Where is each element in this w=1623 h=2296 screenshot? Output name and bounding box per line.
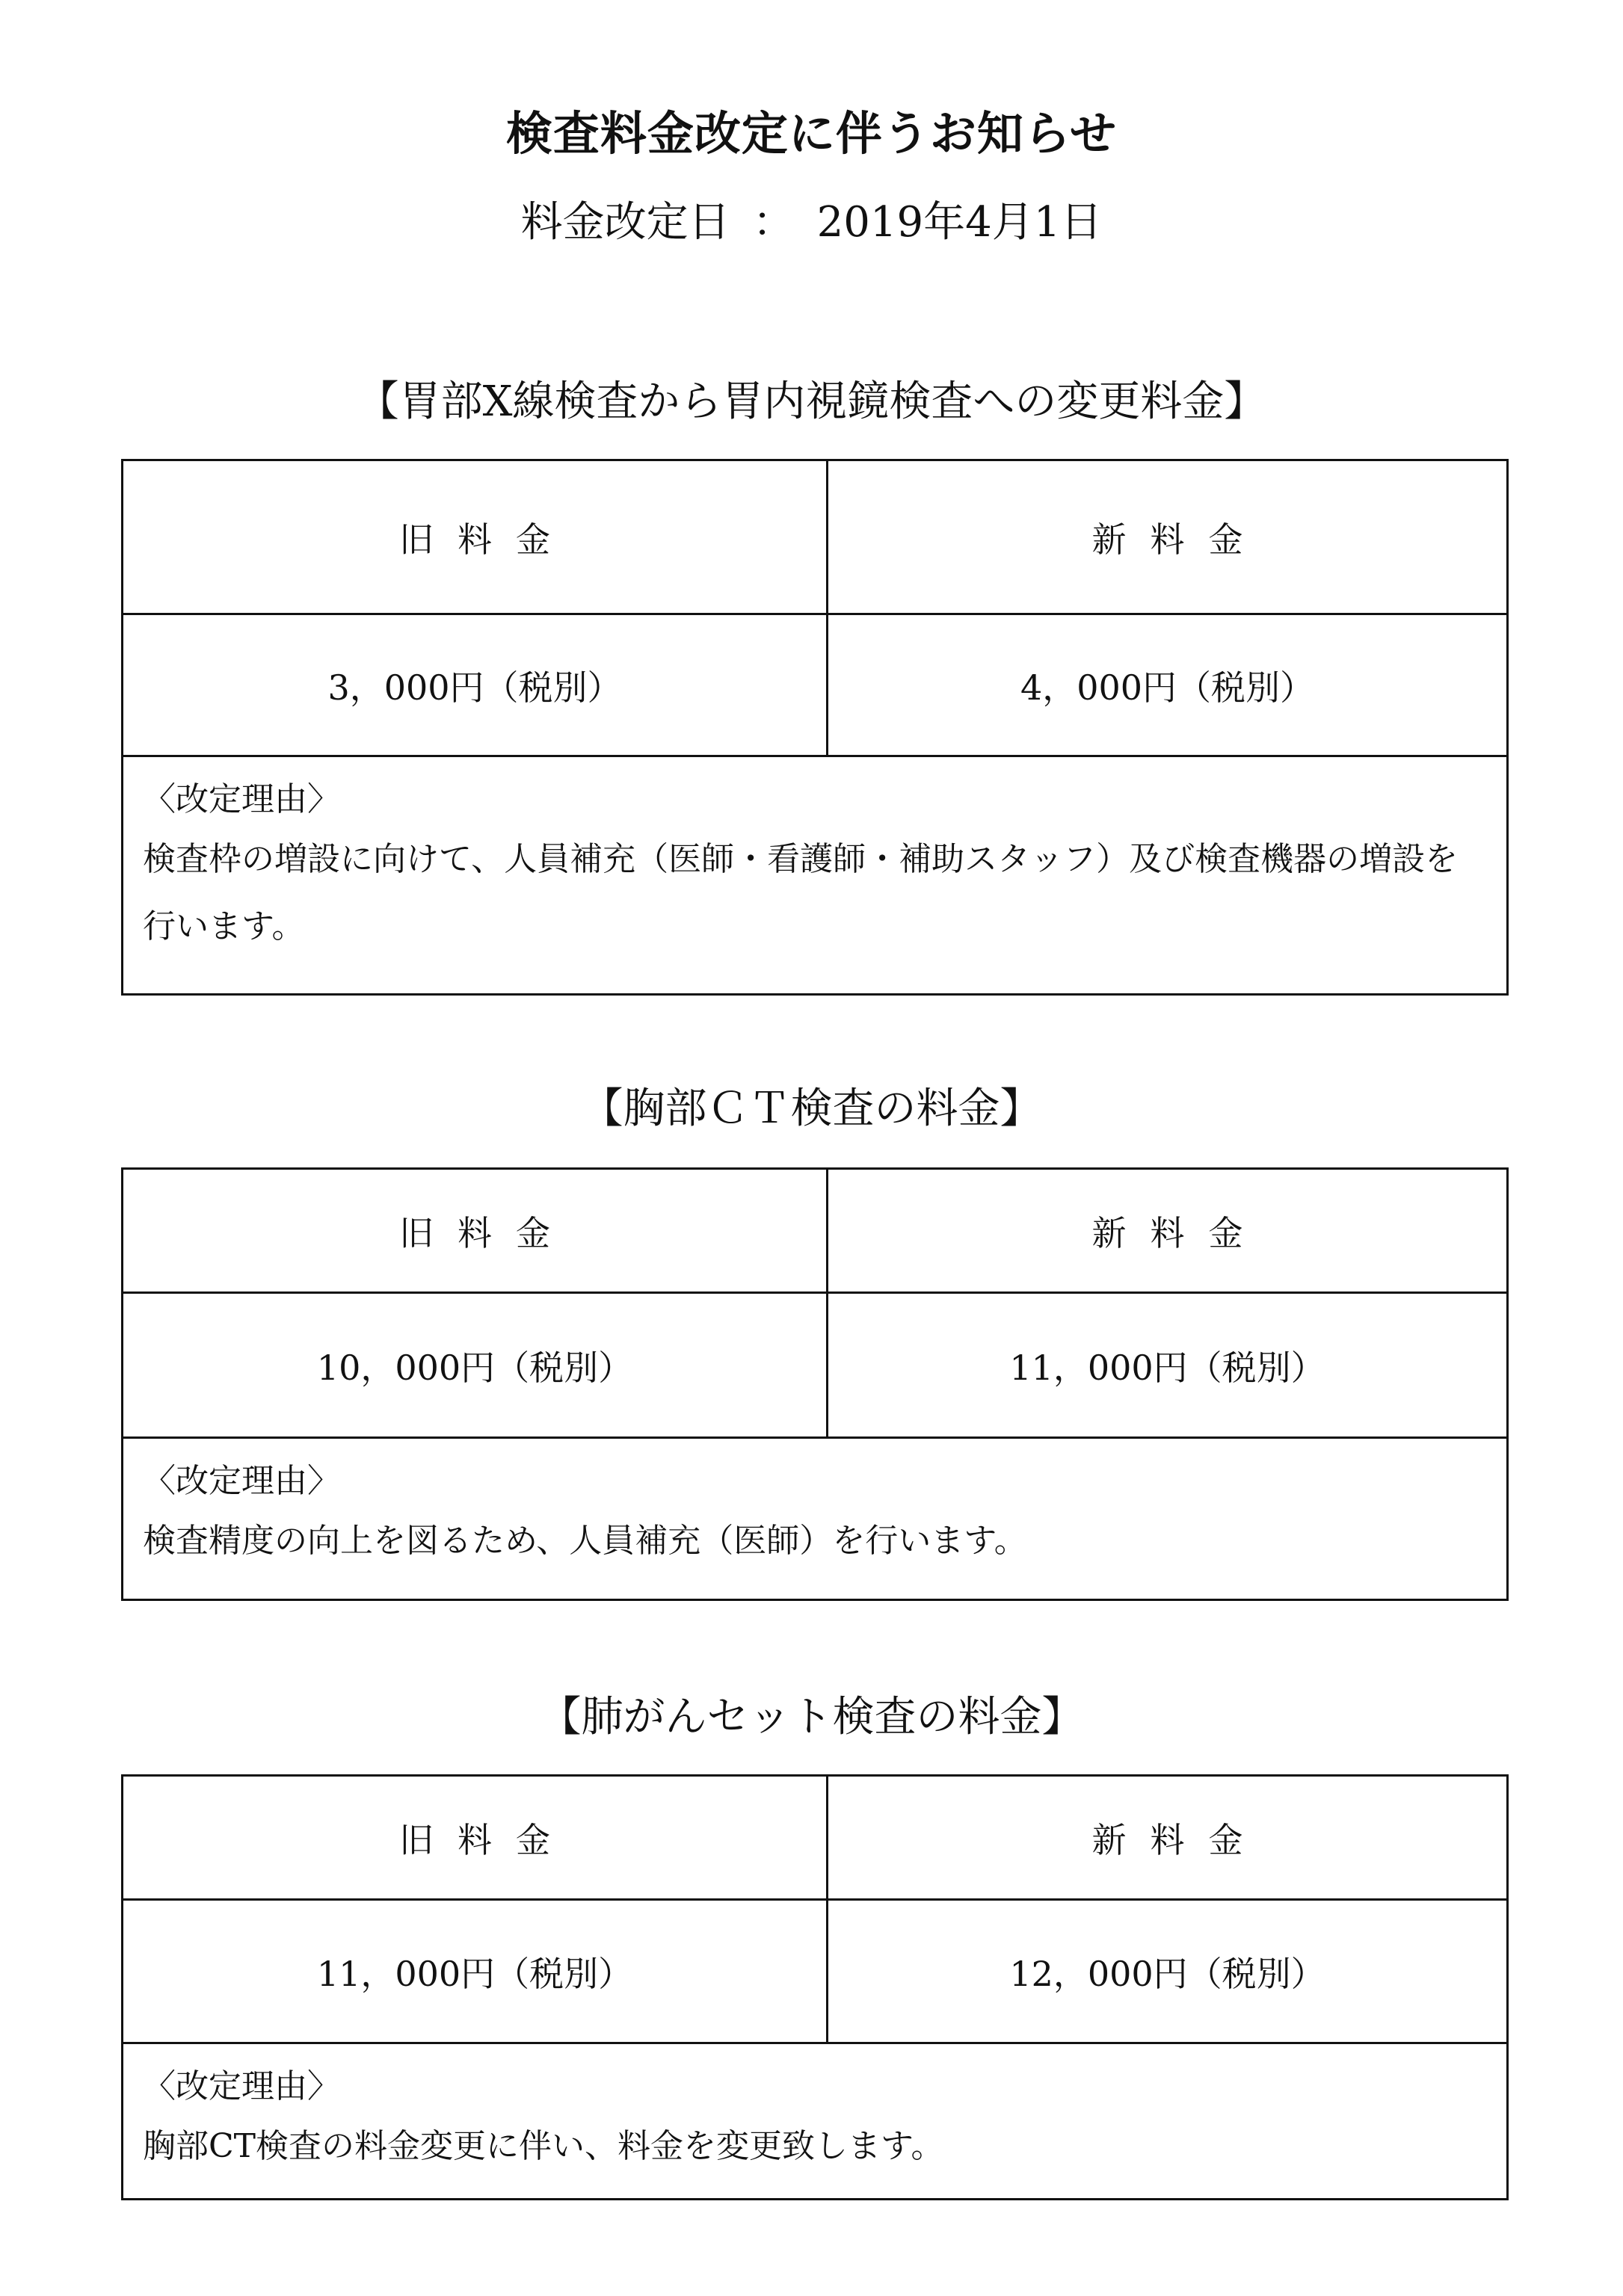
price-row [123, 1294, 1506, 1439]
header-row [123, 1777, 1506, 1901]
reason-text: 検査精度の向上を図るため、人員補充（医師）を行います。 [143, 1522, 1027, 1560]
fee-table-lung-cancer-set [121, 1774, 1509, 2200]
old-price-header: 旧料金 [123, 1170, 828, 1292]
price-row [123, 615, 1506, 757]
new-price-header: 新料金 [1091, 1819, 1267, 1860]
reason-text: 胸部CT検査の料金変更に伴い、料金を変更致します。 [143, 2127, 944, 2165]
new-price-header: 新料金 [1091, 519, 1267, 560]
new-price: 11，000円（税別） [1009, 1347, 1325, 1388]
new-price: 4，000円（税別） [1020, 667, 1315, 708]
revision-date-value: 2019年4月1日 [816, 198, 1103, 247]
old-price-header: 旧料金 [123, 461, 828, 613]
old-price: 11，000円（税別） [123, 1901, 828, 2042]
revision-date-separator: ： [752, 198, 795, 247]
revision-reason [123, 757, 1506, 993]
reason-text: 検査枠の増設に向けて、人員補充（医師・看護師・補助スタッフ）及び検査機器の増設を行います。 [143, 840, 1459, 945]
revision-reason [123, 2044, 1506, 2198]
page-title: 検査料金改定に伴うお知らせ [505, 105, 1118, 161]
section-heading-endoscopy: 【胃部X線検査から胃内視鏡検査への変更料金】 [357, 377, 1266, 426]
reason-label: 〈改定理由〉 [143, 780, 340, 818]
old-price-header: 旧料金 [123, 1777, 828, 1898]
revision-date-label: 料金改定日 [520, 198, 730, 247]
revision-date [0, 193, 1623, 253]
section-heading-lung-cancer-set: 【肺がんセット検査の料金】 [539, 1693, 1084, 1741]
fee-table-endoscopy [121, 459, 1509, 996]
reason-label: 〈改定理由〉 [143, 2067, 340, 2105]
new-price: 12，000円（税別） [1009, 1953, 1325, 1994]
old-price: 3，000円（税別） [123, 615, 828, 755]
header-row [123, 461, 1506, 615]
price-row [123, 1901, 1506, 2044]
old-price: 10，000円（税別） [123, 1294, 828, 1436]
revision-reason [123, 1439, 1506, 1599]
header-row [123, 1170, 1506, 1294]
new-price-header: 新料金 [1091, 1212, 1267, 1253]
fee-table-chest-ct [121, 1167, 1509, 1601]
reason-label: 〈改定理由〉 [143, 1462, 340, 1500]
section-heading-chest-ct: 【胸部ＣＴ検査の料金】 [581, 1084, 1042, 1133]
